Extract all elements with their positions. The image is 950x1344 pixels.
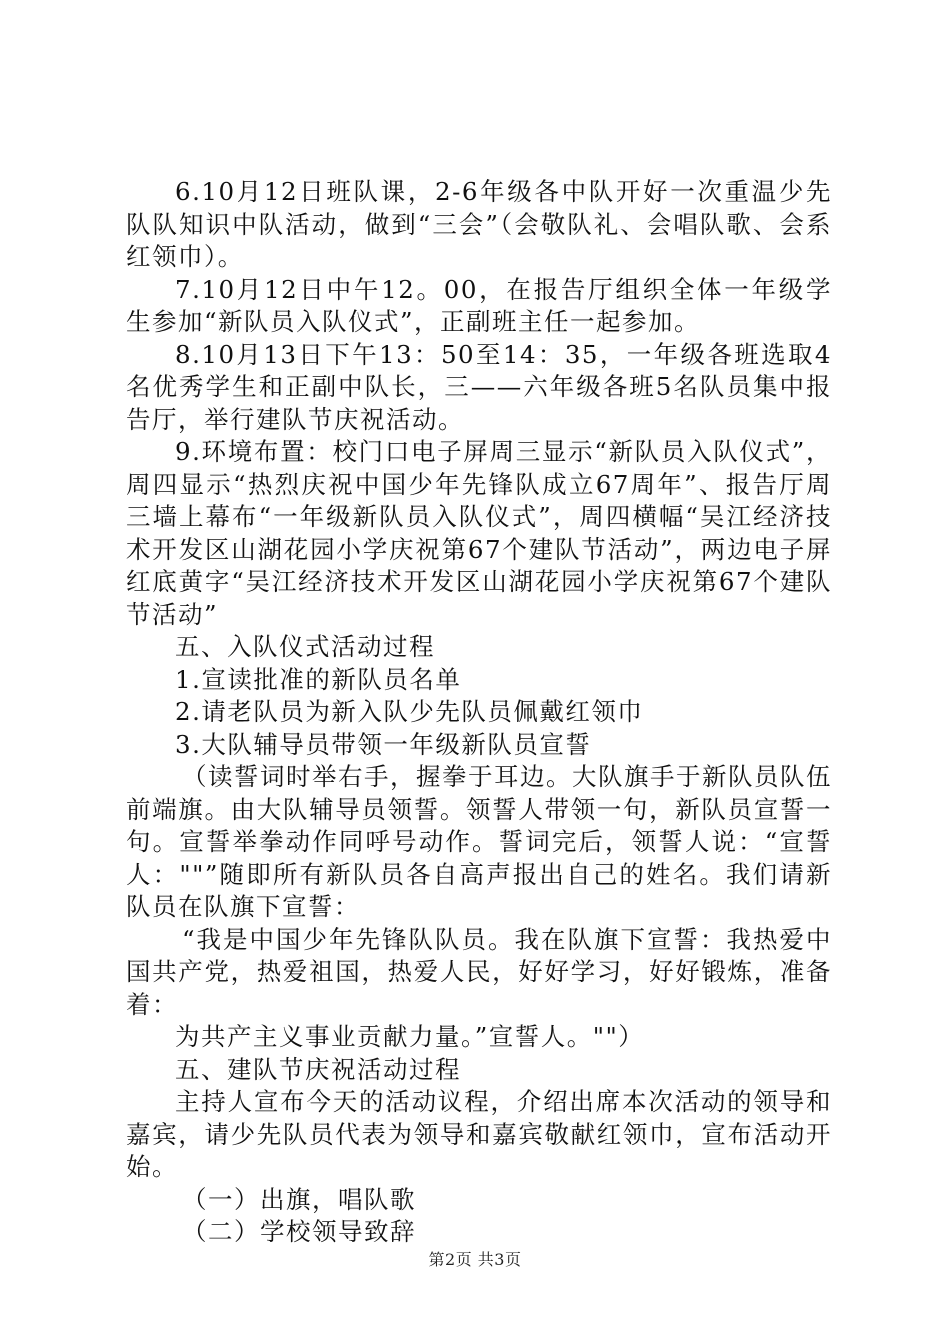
step-1: 1.宣读批准的新队员名单 [175,664,462,694]
section-heading-induction: 五、入队仪式活动过程 [175,632,435,661]
page-number: 第2页 共3页 [428,1250,522,1269]
step-3: 3.大队辅导员带领一年级新队员宣誓 [175,729,592,759]
paragraph-item-9: 9.环境布置：校门口电子屏周三显示“新队员入队仪式”，周四显示“热烈庆祝中国少年先锋队成立67周年”、报告厅周三墙上幕布“一年级新队员入队仪式”，周四横幅“吴江经济技术开发区山湖花园小学庆祝第67个建队节活动”，两边电子屏红底黄字“吴江经济技术开发区山湖花园小学庆祝第67个建队节活动” [126,437,832,629]
oath-text: “我是中国少年先锋队队员。我在队旗下宣誓：我热爱中国共产党，热爱祖国，热爱人民，好好学习，好好锻炼，准备着： [126,924,832,1019]
section-heading-celebration: 五、建队节庆祝活动过程 [175,1054,461,1084]
oath-ending: 为共产主义事业贡献力量。”宣誓人。""） [175,1022,645,1051]
step-2: 2.请老队员为新入队少先队员佩戴红领巾 [175,697,644,726]
paragraph-item-8: 8.10月13日下午13：50至14：35，一年级各班选取4名优秀学生和正副中队长，三——六年级各班5名队员集中报告厅，举行建队节庆祝活动。 [126,339,832,434]
oath-instructions: （读誓词时举右手，握拳于耳边。大队旗手于新队员队伍前端旗。由大队辅导员领誓。领誓人带领一句，新队员宣誓一句。宣誓举拳动作同呼号动作。誓词完后，领誓人说：“宣誓人：""”随即所有新队员各自高声报出自己的姓名。我们请新队员在队旗下宣誓： [126,762,832,921]
host-announcement: 主持人宣布今天的活动议程，介绍出席本次活动的领导和嘉宾，请少先队员代表为领导和嘉宾敬献红领巾，宣布活动开始。 [126,1087,832,1181]
agenda-item-1: （一）出旗，唱队歌 [182,1184,416,1214]
paragraph-item-7: 7.10月12日中午12。00，在报告厅组织全体一年级学生参加“新队员入队仪式”，正副班主任一起参加。 [126,274,832,336]
document-body [126,176,832,1249]
paragraph-item-6: 6.10月12日班队课，2-6年级各中队开好一次重温少先队队知识中队活动，做到“三会”（会敬队礼、会唱队歌、会系红领巾）。 [126,177,832,271]
agenda-item-2: （二）学校领导致辞 [182,1217,416,1246]
